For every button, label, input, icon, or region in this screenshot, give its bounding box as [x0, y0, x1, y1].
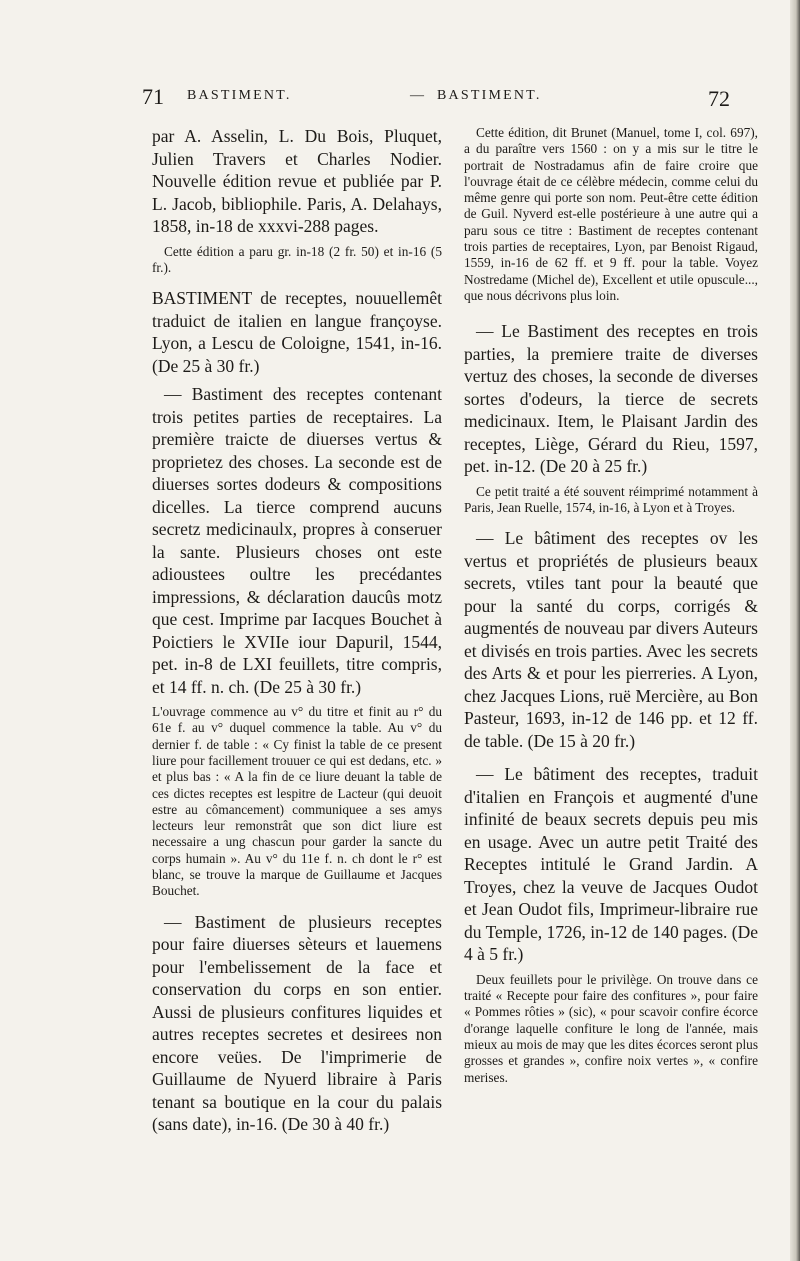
note: Cette édition a paru gr. in-18 (2 fr. 50) et in-16 (5 fr.). [152, 243, 442, 275]
running-header [142, 80, 730, 111]
right-column [464, 125, 758, 1086]
entry: — Le bâtiment des receptes ov les vertus et propriétés de plusieurs beaux secrets, vtiles tant pour la beauté que pour la santé du corps, corrigés & augmentés de nouveau par divers Auteurs et divisés en trois parties. Avec les secrets des Arts & et pour les pierreries. A Lyon, chez Jacques Lions, ruë Mercière, au Bon Pasteur, 1693, in-12 de 146 pp. et 12 ff. de table. (De 15 à 20 fr.) [464, 528, 758, 751]
page-number-right: 72 [708, 86, 730, 111]
note: Cette édition, dit Brunet (Manuel, tome I, col. 697), a du paraître vers 1560 : on y a mis sur le titre le portrait de Nostradamus afin de faire croire que l'ouvrage était de ce célèbre médecin, comme celui du même genre qui porte son nom. Peut-être cette édition de Guil. Nyverd est-elle postérieure à une autre qui a paru sous ce titre : Bastiment de receptes contenant trois parties de receptaires, Lyon, par Benoist Rigaud, 1559, in-16 de 62 ff. et 9 ff. pour la table. Voyez Nostredame (Michel de), Excellent et utile opuscule..., que nous décrivons plus loin. [464, 125, 758, 303]
entry: — Bastiment de plusieurs receptes pour faire diuerses sèteurs et lauemens pour l'embelissement de la face et conservation du corps en son entier. Aussi de plusieurs confitures liquides et autres receptes secretes et desirees non encore veües. De l'imprimerie de Guillaume de Nyuerd libraire à Paris tenant sa boutique en la cour du palais (sans date), in-16. (De 30 à 40 fr.) [152, 911, 442, 1135]
note: Ce petit traité a été souvent réimprimé notamment à Paris, Jean Ruelle, 1574, in-16, à Lyon et à Troyes. [464, 483, 758, 516]
left-column [152, 125, 442, 1136]
entry: BASTIMENT de receptes, nouuellemêt traduict de italien en langue françoyse. Lyon, a Lescu de Coloigne, 1541, in-16. (De 25 à 30 fr.) [152, 288, 442, 376]
entry: — Bastiment des receptes contenant trois petites parties de receptaires. La première traicte de diuerses vertus & proprietez des choses. La seconde est de diuerses sortes dodeurs & compositions dicelles. La tierce comprend aucuns secretz medicinaulx, propres à conseruer la sante. Plusieurs choses ont este adioustees oultre les precédantes impressions, & déclaration daucûs motz que cest. Imprime par Iacques Bouchet à Poictiers le XVIIe iour Dapuril, 1544, pet. in-8 de LXI feuillets, titre compris, et 14 ff. n. ch. (De 25 à 30 fr.) [152, 384, 442, 697]
running-title-left: BASTIMENT. [187, 88, 292, 103]
note: Deux feuillets pour le privilège. On trouve dans ce traité « Recepte pour faire des confitures », pour faire « Pommes rôties » (sic), « pour scavoir confire écorce d'orange laquelle confiture le long de l'année, mais mieux au mois de may que les dites écorces seront plus grosses et grandes », confire noix vertes », « confire merises. [464, 971, 758, 1085]
note: L'ouvrage commence au v° du titre et finit au r° du 61e f. au v° duquel commence la table. Au v° du dernier f. de table : « Cy finist la table de ce present liure pour facillement trouuer ce qui est dedans, etc. » et plus bas : « A la fin de ce liure deuant la table de ces dictes receptes est lespitre de Lacteur (qui deuoit estre au cômancement) communiquee a ses amys lecteurs leur remonstrât que son dict liure est necessaire a ung chascun pour garder la sancte du corps humain ». Au v° du 11e f. n. ch dont le r° est blanc, se trouve la marque de Guillaume et Jacques Bouchet. [152, 704, 442, 899]
paragraph: par A. Asselin, L. Du Bois, Pluquet, Julien Travers et Charles Nodier. Nouvelle édition revue et publiée par P. L. Jacob, bibliophile. Paris, A. Delahays, 1858, in-18 de xxxvi-288 pages. [152, 126, 442, 236]
header-dash: — [410, 88, 427, 103]
page-number-left: 71 [142, 84, 164, 109]
entry: — Le bâtiment des receptes, traduit d'italien en François et augmenté d'une infinité de beaux secrets depuis peu mis en usage. Avec un autre petit Traité des Receptes intitulé le Grand Jardin. A Troyes, chez la veuve de Jacques Oudot et Jean Oudot fils, Imprimeur-libraire rue du Temple, 1726, in-12 de 140 pages. (De 4 à 5 fr.) [464, 764, 758, 965]
page-edge-shadow [790, 0, 800, 1261]
running-title-right: BASTIMENT. [437, 88, 542, 103]
entry: — Le Bastiment des receptes en trois parties, la premiere traite de diverses vertuz des choses, la seconde de diverses sortes d'odeurs, la tierce de secrets medicinaux. Item, le Plaisant Jardin des receptes, Liège, Gérard du Rieu, 1597, pet. in-12. (De 20 à 25 fr.) [464, 321, 758, 477]
